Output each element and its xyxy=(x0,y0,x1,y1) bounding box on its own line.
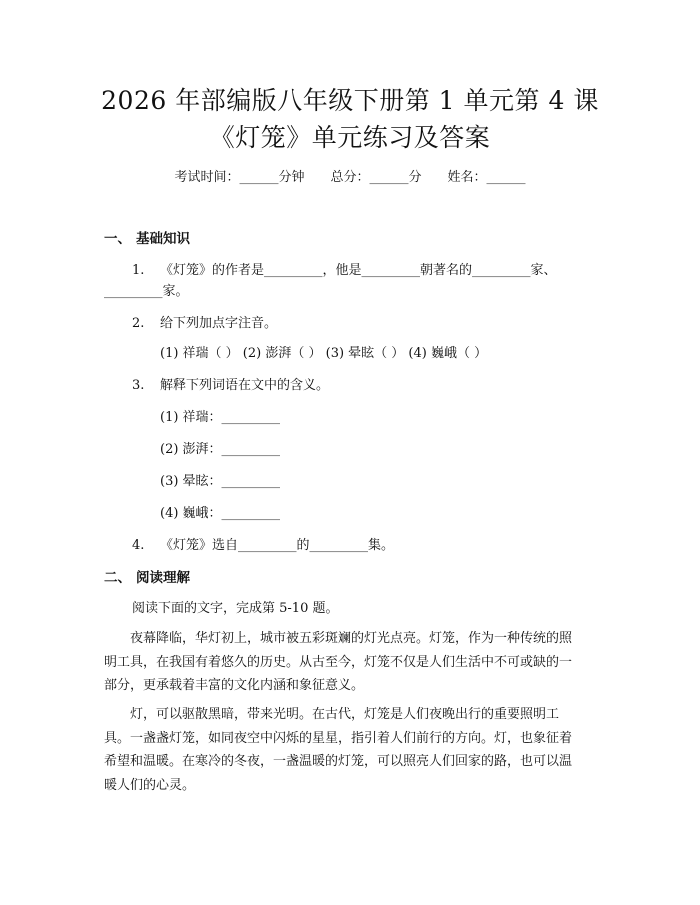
question-text: 给下列加点字注音。 xyxy=(160,316,278,331)
question-text: 解释下列词语在文中的含义。 xyxy=(160,378,330,393)
paragraph-line: 部分，更承载着丰富的文化内涵和象征意义。 xyxy=(104,678,365,693)
exam-time-field: 考试时间：______分钟 xyxy=(174,170,305,185)
section-title: 基础知识 xyxy=(136,231,190,247)
question-number: 2. xyxy=(132,316,145,331)
reading-intro: 阅读下面的文字，完成第 5-10 题。 xyxy=(132,601,339,616)
section-number: 二、 xyxy=(104,570,131,586)
paragraph-line: 明工具，在我国有着悠久的历史。从古至今，灯笼不仅是人们生活中不可或缺的一 xyxy=(104,654,573,670)
question-1-continued: _________家。 xyxy=(104,284,189,299)
section-heading-basics xyxy=(104,230,190,248)
question-number: 4. xyxy=(132,538,145,553)
question-3 xyxy=(132,377,329,395)
question-1 xyxy=(132,262,557,280)
section-heading-reading xyxy=(104,569,190,587)
question-3-item: (4) 巍峨：_________ xyxy=(160,506,281,521)
document-title-line-2: 《灯笼》单元练习及答案 xyxy=(209,123,491,152)
question-text: 《灯笼》的作者是_________，他是_________朝著名的_________家、 xyxy=(160,263,557,278)
question-text: 《灯笼》选自_________的_________集。 xyxy=(160,538,395,553)
reading-paragraph-2 xyxy=(104,703,600,797)
paragraph-line: 暖人们的心灵。 xyxy=(104,777,196,793)
question-3-item: (1) 祥瑞：_________ xyxy=(160,410,281,425)
question-number: 1. xyxy=(132,263,145,278)
section-title: 阅读理解 xyxy=(136,570,190,586)
question-number: 3. xyxy=(132,378,145,393)
total-score-field: 总分：______分 xyxy=(330,170,422,185)
question-3-item: (3) 晕眩：_________ xyxy=(160,474,281,489)
paragraph-line: 灯，可以驱散黑暗，带来光明。在古代，灯笼是人们夜晚出行的重要照明工 xyxy=(130,707,560,722)
question-2-items: (1) 祥瑞（ ） (2) 澎湃（ ） (3) 晕眩（ ） (4) 巍峨（ ） xyxy=(160,346,488,361)
question-4 xyxy=(132,537,394,555)
question-3-item: (2) 澎湃：_________ xyxy=(160,442,281,457)
paragraph-line: 希望和温暖。在寒冷的冬夜，一盏温暖的灯笼，可以照亮人们回家的路，也可以温 xyxy=(104,754,573,769)
document-title-line-1: 2026 年部编版八年级下册第 1 单元第 4 课 xyxy=(101,86,599,115)
exam-info xyxy=(0,169,700,187)
question-2 xyxy=(132,315,277,333)
reading-paragraph-1 xyxy=(104,627,600,698)
paragraph-line: 具。一盏盏灯笼，如同夜空中闪烁的星星，指引着人们前行的方向。灯，也象征着 xyxy=(104,730,573,746)
student-name-field: 姓名：______ xyxy=(447,170,526,185)
section-number: 一、 xyxy=(104,231,131,247)
paragraph-line: 夜幕降临，华灯初上，城市被五彩斑斓的灯光点亮。灯笼，作为一种传统的照 xyxy=(130,631,573,646)
